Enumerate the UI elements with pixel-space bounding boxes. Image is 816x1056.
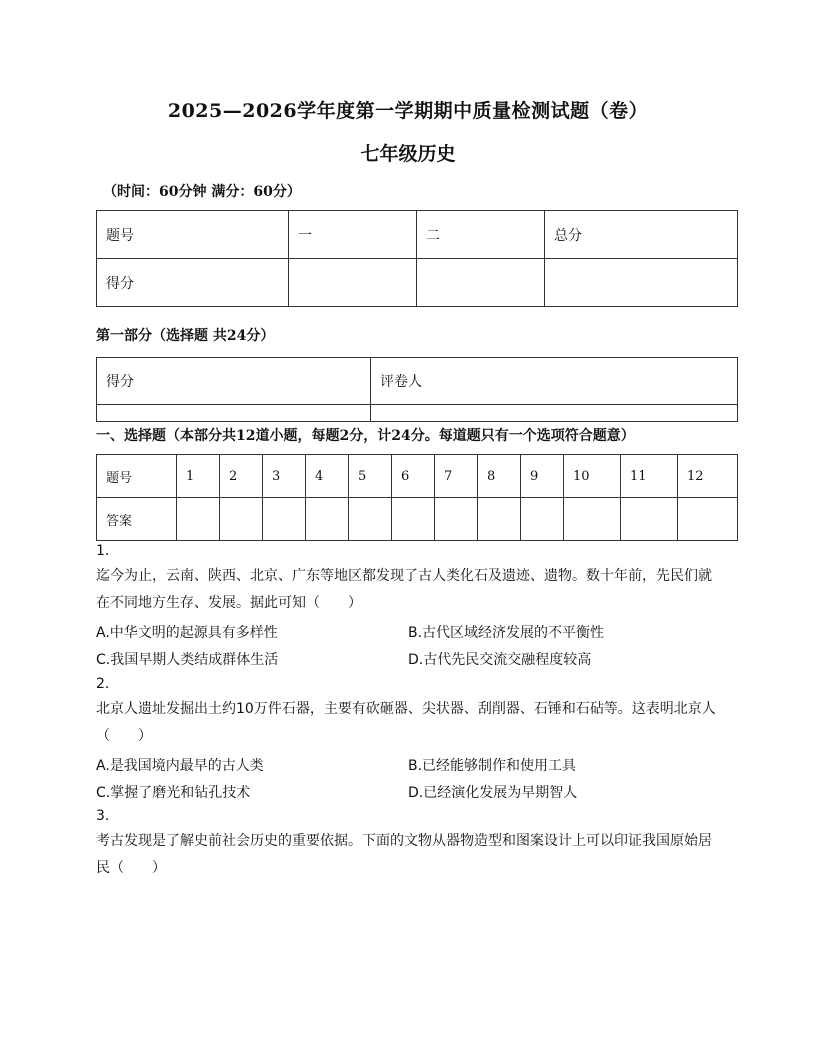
question-number-cell: 9 (521, 455, 564, 498)
question-number-cell: 7 (435, 455, 478, 498)
option-d: D.古代先民交流交融程度较高 (408, 652, 592, 668)
question-line: 考古发现是了解史前社会历史的重要依据。下面的文物从器物造型和图案设计上可以印证我国原始居 (96, 833, 712, 849)
question-number-cell: 2 (220, 455, 263, 498)
option-b: B.古代区域经济发展的不平衡性 (408, 625, 605, 641)
question-number-cell: 10 (564, 455, 621, 498)
grader-score-label: 得分 (97, 358, 371, 405)
answer-cell (435, 498, 478, 541)
question-number-cell: 5 (349, 455, 392, 498)
question-number-cell: 11 (621, 455, 678, 498)
answer-cell (521, 498, 564, 541)
score-table-score-row (97, 259, 738, 307)
answer-cell (220, 498, 263, 541)
answer-cell (263, 498, 306, 541)
score-cell (545, 259, 738, 307)
answer-cell (349, 498, 392, 541)
question-number-cell: 6 (392, 455, 435, 498)
answer-cell (564, 498, 621, 541)
section1-title: 一、选择题（本部分共12道小题，每题2分，计24分。每道题只有一个选项符合题意） (96, 428, 635, 444)
answer-row-label: 题号 (97, 455, 177, 498)
question-number: 3. (96, 808, 110, 824)
question-stem (96, 696, 726, 750)
option-a: A.是我国境内最早的古人类 (96, 758, 264, 774)
question-line: 北京人遗址发掘出土约10万件石器，主要有砍砸器、尖状器、刮削器、石锤和石砧等。这表明北京人 (96, 701, 716, 717)
question-stem (96, 563, 726, 617)
answer-cell (621, 498, 678, 541)
grader-name-label: 评卷人 (371, 358, 738, 405)
question-number-cell: 3 (263, 455, 306, 498)
score-table (96, 210, 738, 307)
score-header-cell: 一 (289, 211, 417, 259)
question-number: 2. (96, 676, 110, 692)
grader-name-cell (371, 405, 738, 422)
question-number-cell: 4 (306, 455, 349, 498)
question-stem (96, 828, 726, 882)
question-line: （ ） (96, 728, 152, 744)
score-header-cell: 题号 (97, 211, 289, 259)
grader-header-row (97, 358, 738, 405)
question-number: 1. (96, 543, 110, 559)
option-b: B.已经能够制作和使用工具 (408, 758, 577, 774)
answer-table (96, 454, 738, 541)
score-header-cell: 总分 (545, 211, 738, 259)
grader-value-row (97, 405, 738, 422)
score-cell (289, 259, 417, 307)
exam-subtitle: 七年级历史 (360, 143, 456, 165)
question-line: 迄今为止，云南、陕西、北京、广东等地区都发现了古人类化石及遗迹、遗物。数十年前，先民们就 (96, 568, 712, 584)
answer-row-label: 答案 (97, 498, 177, 541)
time-info: （时间：60分钟 满分：60分） (103, 184, 301, 200)
option-c: C.掌握了磨光和钻孔技术 (96, 785, 251, 801)
score-cell (417, 259, 545, 307)
question-number-cell: 8 (478, 455, 521, 498)
question-number-cell: 12 (678, 455, 738, 498)
question-line: 民（ ） (96, 860, 166, 876)
answer-cell (306, 498, 349, 541)
question-number-cell: 1 (177, 455, 220, 498)
answer-cell (177, 498, 220, 541)
option-d: D.已经演化发展为早期智人 (408, 785, 578, 801)
score-header-cell: 二 (417, 211, 545, 259)
question-line: 在不同地方生存、发展。据此可知（ ） (96, 595, 362, 611)
answer-cell (478, 498, 521, 541)
answer-cell (392, 498, 435, 541)
option-a: A.中华文明的起源具有多样性 (96, 625, 278, 641)
exam-title: 2025—2026学年度第一学期期中质量检测试题（卷） (167, 100, 649, 122)
answer-value-row (97, 498, 738, 541)
score-table-header-row (97, 211, 738, 259)
score-row-label: 得分 (97, 259, 289, 307)
option-c: C.我国早期人类结成群体生活 (96, 652, 279, 668)
answer-number-row (97, 455, 738, 498)
answer-cell (678, 498, 738, 541)
grader-score-cell (97, 405, 371, 422)
grader-table (96, 357, 738, 422)
part1-title: 第一部分（选择题 共24分） (96, 328, 275, 344)
